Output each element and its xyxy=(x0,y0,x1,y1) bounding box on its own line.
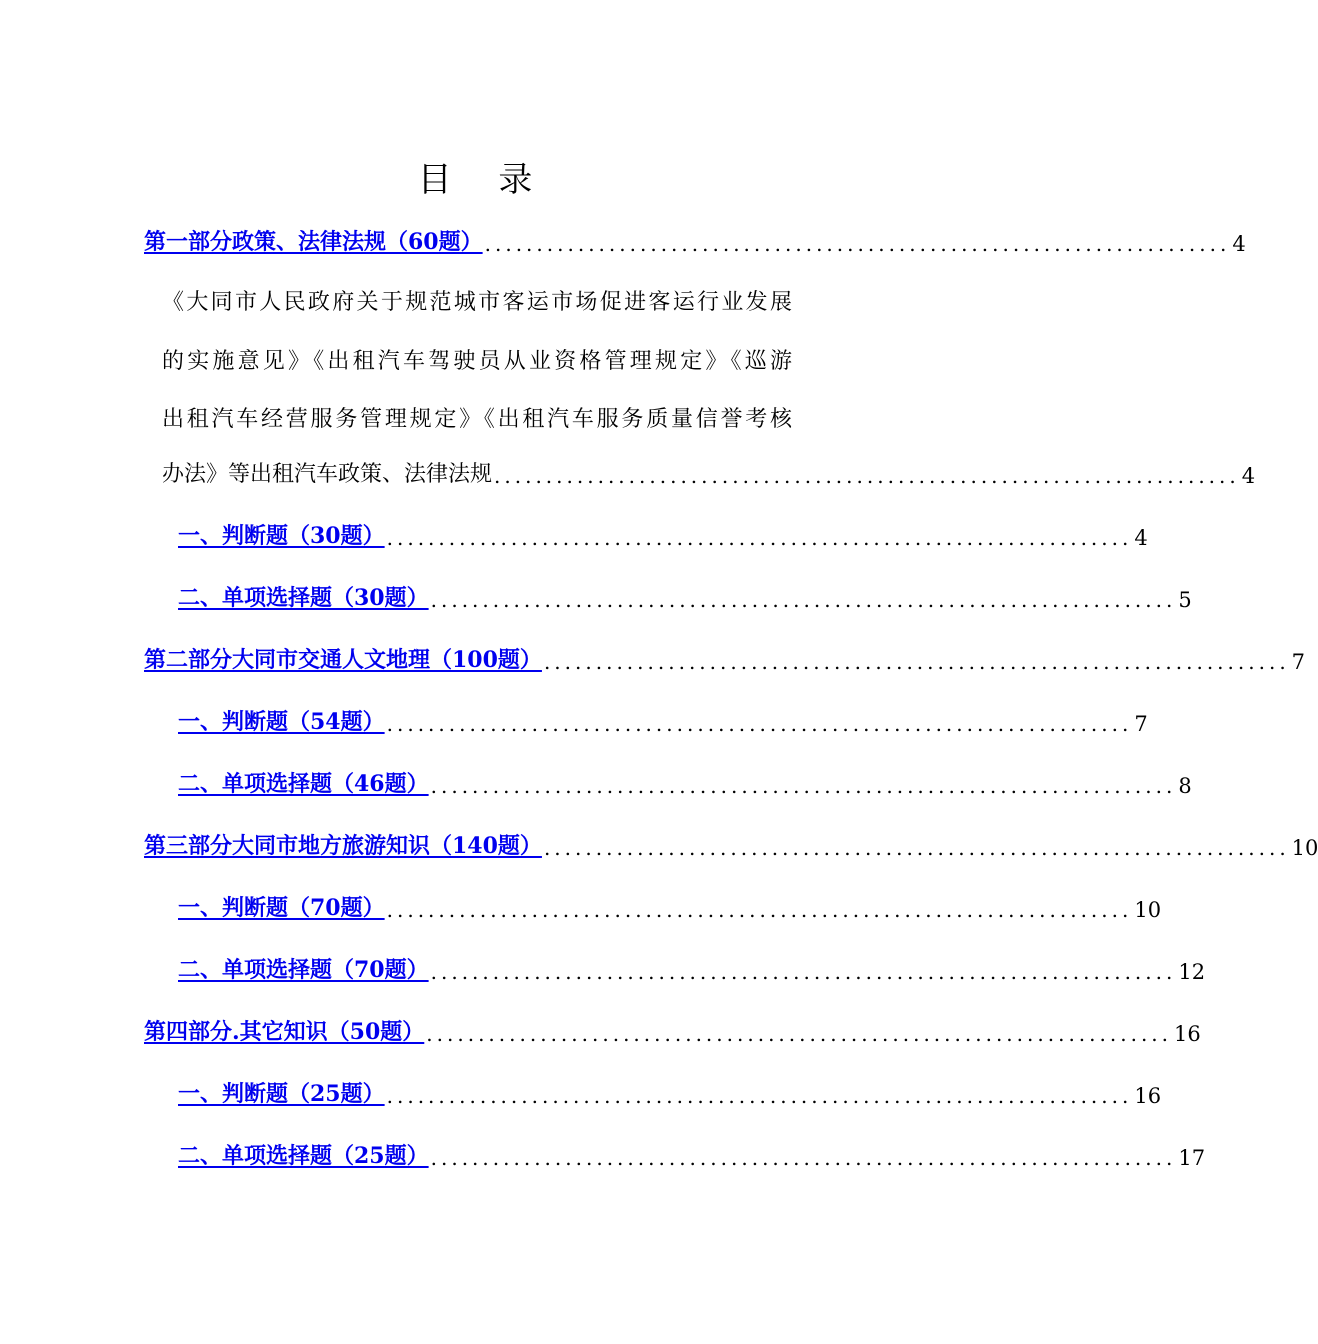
toc-link-part1-choice[interactable]: 二、单项选择题（30题） xyxy=(178,585,429,611)
toc-link-part1[interactable]: 第一部分政策、法律法规（60题） xyxy=(144,229,483,255)
description-line-1: 《大同市人民政府关于规范城市客运市场促进客运行业发展 xyxy=(162,290,792,315)
toc-link-part3-judgment[interactable]: 一、判断题（70题） xyxy=(178,895,385,921)
toc-page-number: 7 xyxy=(1291,650,1306,674)
toc-page-number: 4 xyxy=(1232,232,1246,256)
toc-leader: ........................................................................ xyxy=(386,526,1133,550)
toc-leader: ........................................................................ xyxy=(430,1146,1177,1170)
toc-link-part3[interactable]: 第三部分大同市地方旅游知识（140题） xyxy=(144,833,542,859)
toc-leader: ........................................................................ xyxy=(484,232,1231,256)
toc-link-part3-choice[interactable]: 二、单项选择题（70题） xyxy=(178,957,429,983)
toc-entry-part3[interactable] xyxy=(144,826,1318,860)
toc-page-number: 4 xyxy=(1241,464,1256,488)
toc-entry-part1-judgment[interactable] xyxy=(178,516,1148,550)
toc-leader: ........................................................................ xyxy=(430,588,1177,612)
toc-page-number: 4 xyxy=(1134,526,1148,550)
toc-entry-part1-description-last[interactable] xyxy=(162,454,1256,488)
toc-entry-part3-judgment[interactable] xyxy=(178,888,1162,922)
toc-leader: ........................................................................ xyxy=(494,464,1240,488)
toc-link-part2-judgment[interactable]: 一、判断题（54题） xyxy=(178,709,385,735)
toc-page-number: 17 xyxy=(1178,1146,1206,1170)
toc-page-number: 8 xyxy=(1178,774,1192,798)
toc-entry-part1-description xyxy=(162,274,792,450)
toc-entry-part3-choice[interactable] xyxy=(178,950,1206,984)
toc-leader: ........................................................................ xyxy=(386,1084,1133,1108)
toc-link-part1-judgment[interactable]: 一、判断题（30题） xyxy=(178,523,385,549)
description-line-4: 办法》等出租汽车政策、法律法规 xyxy=(162,462,493,487)
toc-link-part4-judgment[interactable]: 一、判断题（25题） xyxy=(178,1081,385,1107)
toc-page-number: 7 xyxy=(1134,712,1148,736)
toc-entry-part4-choice[interactable] xyxy=(178,1136,1206,1170)
toc-page-number: 16 xyxy=(1134,1084,1162,1108)
toc-page-number: 12 xyxy=(1178,960,1206,984)
toc-page-number: 10 xyxy=(1134,898,1162,922)
toc-entry-part1[interactable] xyxy=(144,222,1246,256)
toc-link-part2-choice[interactable]: 二、单项选择题（46题） xyxy=(178,771,429,797)
toc-entry-part2-choice[interactable] xyxy=(178,764,1192,798)
toc-entry-part2-judgment[interactable] xyxy=(178,702,1148,736)
toc-leader: ........................................................................ xyxy=(386,712,1133,736)
toc-leader: ........................................................................ xyxy=(430,960,1177,984)
toc-entry-part1-choice[interactable] xyxy=(178,578,1192,612)
toc-page-number: 16 xyxy=(1174,1022,1201,1046)
toc-page-number: 5 xyxy=(1178,588,1192,612)
toc-entry-part4[interactable] xyxy=(144,1012,1201,1046)
toc-leader: ........................................................................ xyxy=(426,1022,1173,1046)
toc-leader: ........................................................................ xyxy=(543,650,1290,674)
toc-entry-part4-judgment[interactable] xyxy=(178,1074,1162,1108)
toc-leader: ........................................................................ xyxy=(386,898,1133,922)
toc-entry-part2[interactable] xyxy=(144,640,1306,674)
toc-link-part2[interactable]: 第二部分大同市交通人文地理（100题） xyxy=(144,647,542,673)
description-line-3: 出租汽车经营服务管理规定》《出租汽车服务质量信誉考核 xyxy=(162,407,792,432)
toc-title: 目 录 xyxy=(417,160,551,200)
toc-page-number: 10 xyxy=(1291,836,1318,860)
toc-link-part4-choice[interactable]: 二、单项选择题（25题） xyxy=(178,1143,429,1169)
toc-link-part4[interactable]: 第四部分.其它知识（50题） xyxy=(144,1019,425,1045)
toc-leader: ........................................................................ xyxy=(543,836,1290,860)
toc-leader: ........................................................................ xyxy=(430,774,1177,798)
description-line-2: 的实施意见》《出租汽车驾驶员从业资格管理规定》《巡游 xyxy=(162,348,792,374)
